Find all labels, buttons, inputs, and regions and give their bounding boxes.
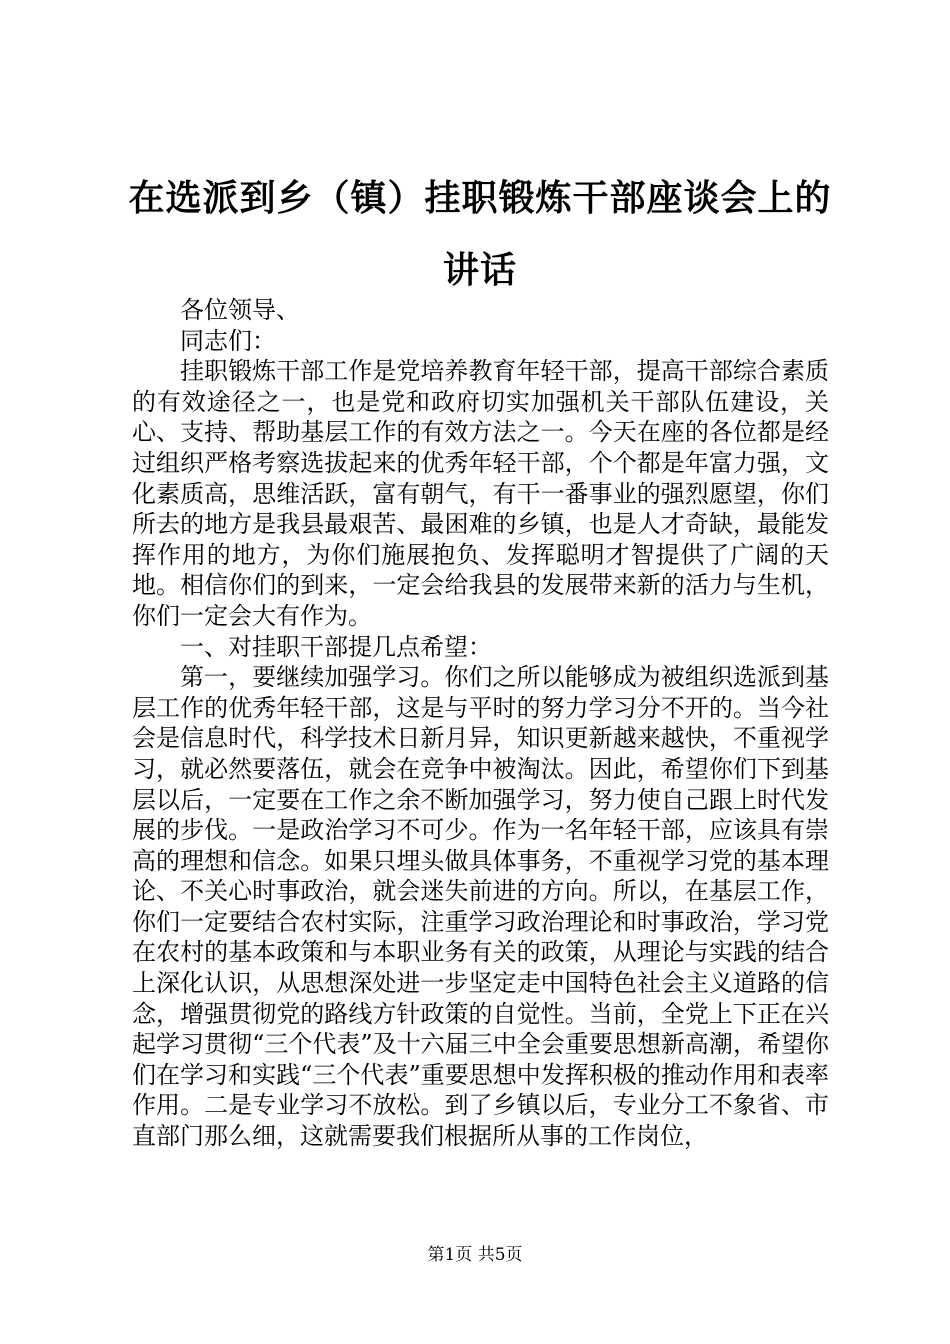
page-indicator: 第1页 共5页 bbox=[427, 1245, 523, 1265]
page-footer bbox=[0, 1244, 950, 1266]
salutation-line-2: 同志们： bbox=[180, 326, 276, 355]
document-title: 在选派到乡（镇）挂职锻炼干部座谈会上的讲话 bbox=[128, 177, 832, 291]
body-paragraph: 挂职锻炼干部工作是党培养教育年轻干部，提高干部综合素质的有效途径之一，也是党和政府切实加强机关干部队伍建设，关心、支持、帮助基层工作的有效方法之一。今天在座的各位都是经过组织严格考察选拔起来的优秀年轻干部，个个都是年富力强，文化素质高，思维活跃，富有朝气，有干一番事业的强烈愿望，你们所去的地方是我县最艰苦、最困难的乡镇，也是人才奇缺，最能发挥作用的地方，为你们施展抱负、发挥聪明才智提供了广阔的天地。相信你们的到来，一定会给我县的发展带来新的活力与生机，你们一定会大有作为。 bbox=[132, 357, 829, 630]
salutation-line-1: 各位领导、 bbox=[180, 296, 300, 324]
section-heading: 一、对挂职干部提几点希望： bbox=[180, 632, 492, 661]
body-paragraph: 第一，要继续加强学习。你们之所以能够成为被组织选派到基层工作的优秀年轻干部，这是与平时的努力学习分不开的。当今社会是信息时代，科学技术日新月异，知识更新越来越快，不重视学习，就必然要落伍，就会在竞争中被淘汰。因此，希望你们下到基层以后，一定要在工作之余不断加强学习，努力使自己跟上时代发展的步伐。一是政治学习不可少。作为一名年轻干部，应该具有崇高的理想和信念。如果只埋头做具体事务，不重视学习党的基本理论、不关心时事政治，就会迷失前进的方向。所以，在基层工作，你们一定要结合农村实际，注重学习政治理论和时事政治，学习党在农村的基本政策和与本职业务有关的政策，从理论与实践的结合上深化认识，从思想深处进一步坚定走中国特色社会主义道路的信念，增强贯彻党的路线方针政策的自觉性。当前，全党上下正在兴起学习贯彻“三个代表”及十六届三中全会重要思想新高潮，希望你们在学习和实践“三个代表”重要思想中发挥积极的推动作用和表率作用。二是专业学习不放松。到了乡镇以后，专业分工不象省、市直部门那么细，这就需要我们根据所从事的工作岗位， bbox=[132, 663, 829, 1151]
document-body bbox=[132, 295, 829, 1152]
